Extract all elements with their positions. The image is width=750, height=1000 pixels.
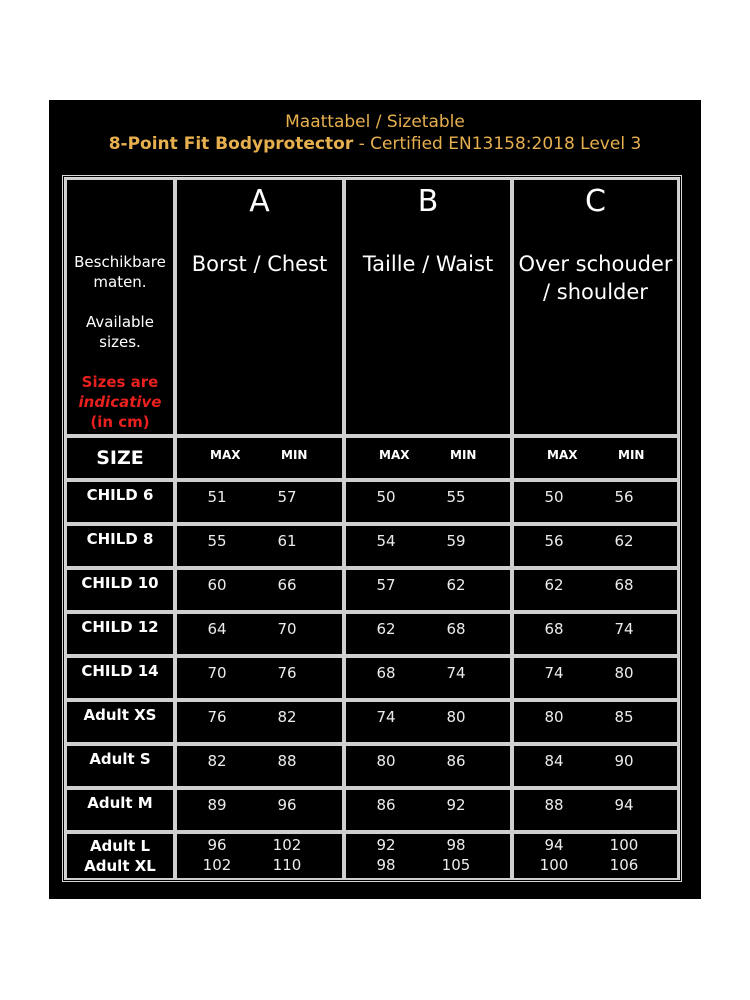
size-table xyxy=(62,175,682,882)
indicative-note-line3: (in cm) xyxy=(90,413,150,431)
table-row-size xyxy=(65,656,175,700)
measure-label: Over schouder / shoulder xyxy=(518,252,673,304)
table-cell xyxy=(512,656,679,700)
table-cell xyxy=(512,568,679,612)
max-min-header-cell xyxy=(512,436,679,480)
max-min-header-cell xyxy=(344,436,512,480)
table-cell xyxy=(344,524,512,568)
max-value: 54 xyxy=(376,532,396,550)
available-nl-line2: maten. xyxy=(93,273,147,291)
indicative-note-italic: indicative xyxy=(78,393,162,411)
max-value: 57 xyxy=(376,576,396,594)
table-cell xyxy=(344,568,512,612)
min-value: 94 xyxy=(614,796,634,814)
measure-column-header xyxy=(512,178,679,436)
measure-column-header xyxy=(175,178,344,436)
max-label: MAX xyxy=(379,448,410,462)
max-value: 96 xyxy=(207,836,227,854)
max-value: 74 xyxy=(544,664,564,682)
max-value: 62 xyxy=(544,576,564,594)
size-header-cell: SIZE xyxy=(65,436,175,480)
table-cell xyxy=(175,524,344,568)
size-label: CHILD 6 xyxy=(86,486,154,504)
max-value: 68 xyxy=(544,620,564,638)
min-value: 96 xyxy=(277,796,297,814)
max-label: MAX xyxy=(547,448,578,462)
table-cell xyxy=(175,744,344,788)
size-label: Adult XL xyxy=(84,857,156,875)
table-row-size xyxy=(65,568,175,612)
max-value: 89 xyxy=(207,796,227,814)
table-row-size xyxy=(65,832,175,880)
max-value: 92 xyxy=(376,836,396,854)
max-value: 68 xyxy=(376,664,396,682)
min-value: 61 xyxy=(277,532,297,550)
min-value: 57 xyxy=(277,488,297,506)
min-value: 55 xyxy=(446,488,466,506)
measure-label: Borst / Chest xyxy=(191,252,328,276)
table-cell xyxy=(344,480,512,524)
size-chart-panel xyxy=(49,100,701,899)
column-letter: B xyxy=(417,184,439,219)
table-row-size xyxy=(65,700,175,744)
min-value: 88 xyxy=(277,752,297,770)
table-cell xyxy=(512,612,679,656)
min-value: 102 xyxy=(272,836,302,854)
table-row-size xyxy=(65,524,175,568)
table-cell xyxy=(175,832,344,880)
max-value: 86 xyxy=(376,796,396,814)
min-value: 74 xyxy=(446,664,466,682)
size-label: Adult XS xyxy=(83,706,157,724)
min-value: 90 xyxy=(614,752,634,770)
min-value: 70 xyxy=(277,620,297,638)
table-cell xyxy=(512,480,679,524)
min-label: MIN xyxy=(281,448,308,462)
size-label: CHILD 8 xyxy=(86,530,154,548)
column-letter: A xyxy=(249,184,270,219)
max-value: 94 xyxy=(544,836,564,854)
certification-text: - Certified EN13158:2018 Level 3 xyxy=(353,134,642,154)
min-value: 56 xyxy=(614,488,634,506)
available-sizes-cell xyxy=(65,178,175,436)
max-value: 62 xyxy=(376,620,396,638)
max-value: 76 xyxy=(207,708,227,726)
indicative-note-line2 xyxy=(67,392,173,412)
max-value: 50 xyxy=(544,488,564,506)
table-cell xyxy=(175,480,344,524)
table-cell xyxy=(512,832,679,880)
measure-label: Taille / Waist xyxy=(362,252,494,276)
table-cell xyxy=(175,700,344,744)
max-value: 64 xyxy=(207,620,227,638)
table-cell xyxy=(344,656,512,700)
product-name: 8-Point Fit Bodyprotector xyxy=(108,134,354,154)
table-cell xyxy=(175,788,344,832)
size-label: CHILD 14 xyxy=(81,662,159,680)
min-value: 62 xyxy=(446,576,466,594)
min-value: 68 xyxy=(446,620,466,638)
min-value: 74 xyxy=(614,620,634,638)
max-value: 74 xyxy=(376,708,396,726)
min-label: MIN xyxy=(450,448,477,462)
max-value: 100 xyxy=(539,856,569,874)
available-en-line1: Available xyxy=(86,313,154,331)
table-row-size xyxy=(65,480,175,524)
table-cell xyxy=(344,700,512,744)
min-value: 110 xyxy=(272,856,302,874)
table-cell xyxy=(344,788,512,832)
min-label: MIN xyxy=(618,448,645,462)
table-cell xyxy=(512,788,679,832)
measure-column-header xyxy=(344,178,512,436)
table-row-size xyxy=(65,788,175,832)
table-cell xyxy=(512,700,679,744)
indicative-note-line1: Sizes are xyxy=(81,373,159,391)
max-value: 82 xyxy=(207,752,227,770)
min-value: 82 xyxy=(277,708,297,726)
table-cell xyxy=(344,744,512,788)
min-value: 68 xyxy=(614,576,634,594)
table-cell xyxy=(512,744,679,788)
table-cell xyxy=(512,524,679,568)
max-value: 70 xyxy=(207,664,227,682)
min-value: 76 xyxy=(277,664,297,682)
max-label: MAX xyxy=(210,448,241,462)
min-value: 80 xyxy=(614,664,634,682)
available-en-line2: sizes. xyxy=(99,333,141,351)
min-value: 106 xyxy=(609,856,639,874)
max-value: 55 xyxy=(207,532,227,550)
min-value: 86 xyxy=(446,752,466,770)
max-value: 60 xyxy=(207,576,227,594)
max-value: 98 xyxy=(376,856,396,874)
min-value: 92 xyxy=(446,796,466,814)
table-row-size xyxy=(65,744,175,788)
max-value: 88 xyxy=(544,796,564,814)
table-cell xyxy=(175,656,344,700)
size-label: CHILD 12 xyxy=(81,618,159,636)
min-value: 105 xyxy=(441,856,471,874)
min-value: 98 xyxy=(446,836,466,854)
table-cell xyxy=(344,832,512,880)
min-value: 59 xyxy=(446,532,466,550)
max-value: 51 xyxy=(207,488,227,506)
available-nl-line1: Beschikbare xyxy=(74,253,166,271)
size-label: Adult M xyxy=(87,794,153,812)
min-value: 66 xyxy=(277,576,297,594)
max-value: 102 xyxy=(202,856,232,874)
size-label: Adult L xyxy=(89,837,151,855)
table-row-size xyxy=(65,612,175,656)
max-value: 80 xyxy=(544,708,564,726)
max-value: 56 xyxy=(544,532,564,550)
max-value: 50 xyxy=(376,488,396,506)
table-cell xyxy=(344,612,512,656)
min-value: 80 xyxy=(446,708,466,726)
max-min-header-cell xyxy=(175,436,344,480)
size-label: Adult S xyxy=(89,750,151,768)
table-cell xyxy=(175,612,344,656)
max-value: 84 xyxy=(544,752,564,770)
size-label: CHILD 10 xyxy=(81,574,159,592)
chart-title: Maattabel / Sizetable xyxy=(285,112,465,132)
table-cell xyxy=(175,568,344,612)
min-value: 62 xyxy=(614,532,634,550)
column-letter: C xyxy=(585,184,606,219)
min-value: 100 xyxy=(609,836,639,854)
chart-subtitle xyxy=(49,134,701,154)
max-value: 80 xyxy=(376,752,396,770)
min-value: 85 xyxy=(614,708,634,726)
